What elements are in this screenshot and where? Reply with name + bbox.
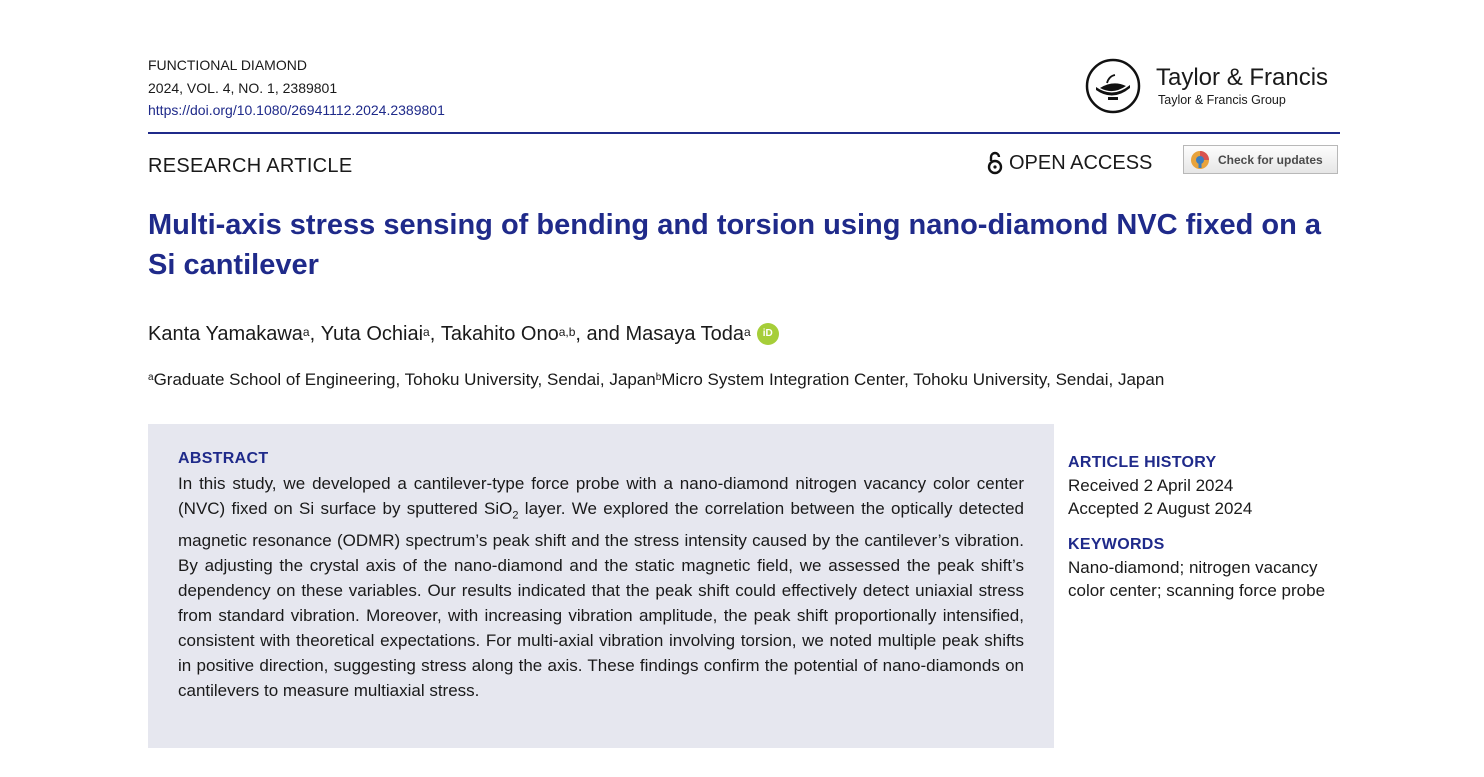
header-divider xyxy=(148,132,1340,134)
open-lock-icon xyxy=(987,151,1003,175)
author[interactable]: Masaya Toda$^a$ xyxy=(625,323,751,345)
open-access-label: OPEN ACCESS xyxy=(1009,152,1153,174)
author-list: Kanta Yamakawa$^a$ , Yuta Ochiai$^a$ , Takahito Ono$^{a,b}$ , and Masaya Toda$^a$ iD xyxy=(148,320,779,348)
journal-info xyxy=(148,54,445,122)
publisher-group: Taylor & Francis Group xyxy=(1158,93,1286,107)
received-date: Received 2 April 2024 xyxy=(1068,476,1234,495)
publisher-lamp-icon xyxy=(1085,58,1141,114)
abstract-text: In this study, we developed a cantilever-type force probe with a nano-diamond nitrogen vacancy color center (NVC) fixed on Si surface by sputtered SiO$_2$ layer. We explored the correlation between the optically detected magnetic resonance (ODMR) spectrum’s peak shift and the stress intensity caused by the cantilever’s vibration. By adjusting the crystal axis of the nano-diamond and the static magnetic field, we assessed the peak shift’s dependency on these variables. Our results indicated that the peak shift could effectively detect uniaxial stress from standard vibration. Moreover, with increasing vibration amplitude, the peak shift proportionally intensified, consistent with theoretical expectations. For multi-axial vibration involving torsion, we noted multiple peak shifts in positive direction, suggesting stress along the axis. These findings confirm the potential of nano-diamonds on cantilevers to measure multiaxial stress. xyxy=(178,474,1024,701)
orcid-icon[interactable]: iD xyxy=(757,323,779,345)
journal-citation: 2024, VOL. 4, NO. 1, 2389801 xyxy=(148,79,338,96)
abstract-heading: ABSTRACT xyxy=(178,450,269,467)
check-updates-button[interactable] xyxy=(1183,145,1338,174)
affiliation-a: Graduate School of Engineering, Tohoku University, Sendai, Japan xyxy=(153,370,656,389)
keywords-text: Nano-diamond; nitrogen vacancy color center; scanning force probe xyxy=(1068,558,1326,600)
author[interactable]: Takahito Ono$^{a,b}$ xyxy=(440,323,576,345)
article-sidebar xyxy=(1068,452,1348,602)
affiliations: $^a$Graduate School of Engineering, Tohoku University, Sendai, Japan$^b$Micro System Integration Center, Tohoku University, Sendai, Japan xyxy=(148,370,1165,389)
author[interactable]: Yuta Ochiai$^a$ xyxy=(320,323,430,345)
publisher-logo[interactable] xyxy=(1085,58,1328,114)
article-type: RESEARCH ARTICLE xyxy=(148,155,353,177)
journal-name: FUNCTIONAL DIAMOND xyxy=(148,57,307,73)
history-heading: ARTICLE HISTORY xyxy=(1068,454,1217,471)
doi-link[interactable]: https://doi.org/10.1080/26941112.2024.2389801 xyxy=(148,102,445,118)
keywords-heading: KEYWORDS xyxy=(1068,536,1165,553)
affiliation-b: Micro System Integration Center, Tohoku University, Sendai, Japan xyxy=(661,370,1165,389)
check-updates-label: Check for updates xyxy=(1218,152,1323,167)
accepted-date: Accepted 2 August 2024 xyxy=(1068,499,1253,518)
open-access-badge xyxy=(987,148,1152,178)
author[interactable]: Kanta Yamakawa$^a$ xyxy=(148,323,310,345)
abstract-panel xyxy=(148,424,1054,748)
publisher-name: Taylor & Francis xyxy=(1156,64,1329,91)
crossmark-icon xyxy=(1190,150,1210,170)
article-title: Multi-axis stress sensing of bending and torsion using nano-diamond NVC fixed on a Si cantilever xyxy=(148,209,1321,281)
